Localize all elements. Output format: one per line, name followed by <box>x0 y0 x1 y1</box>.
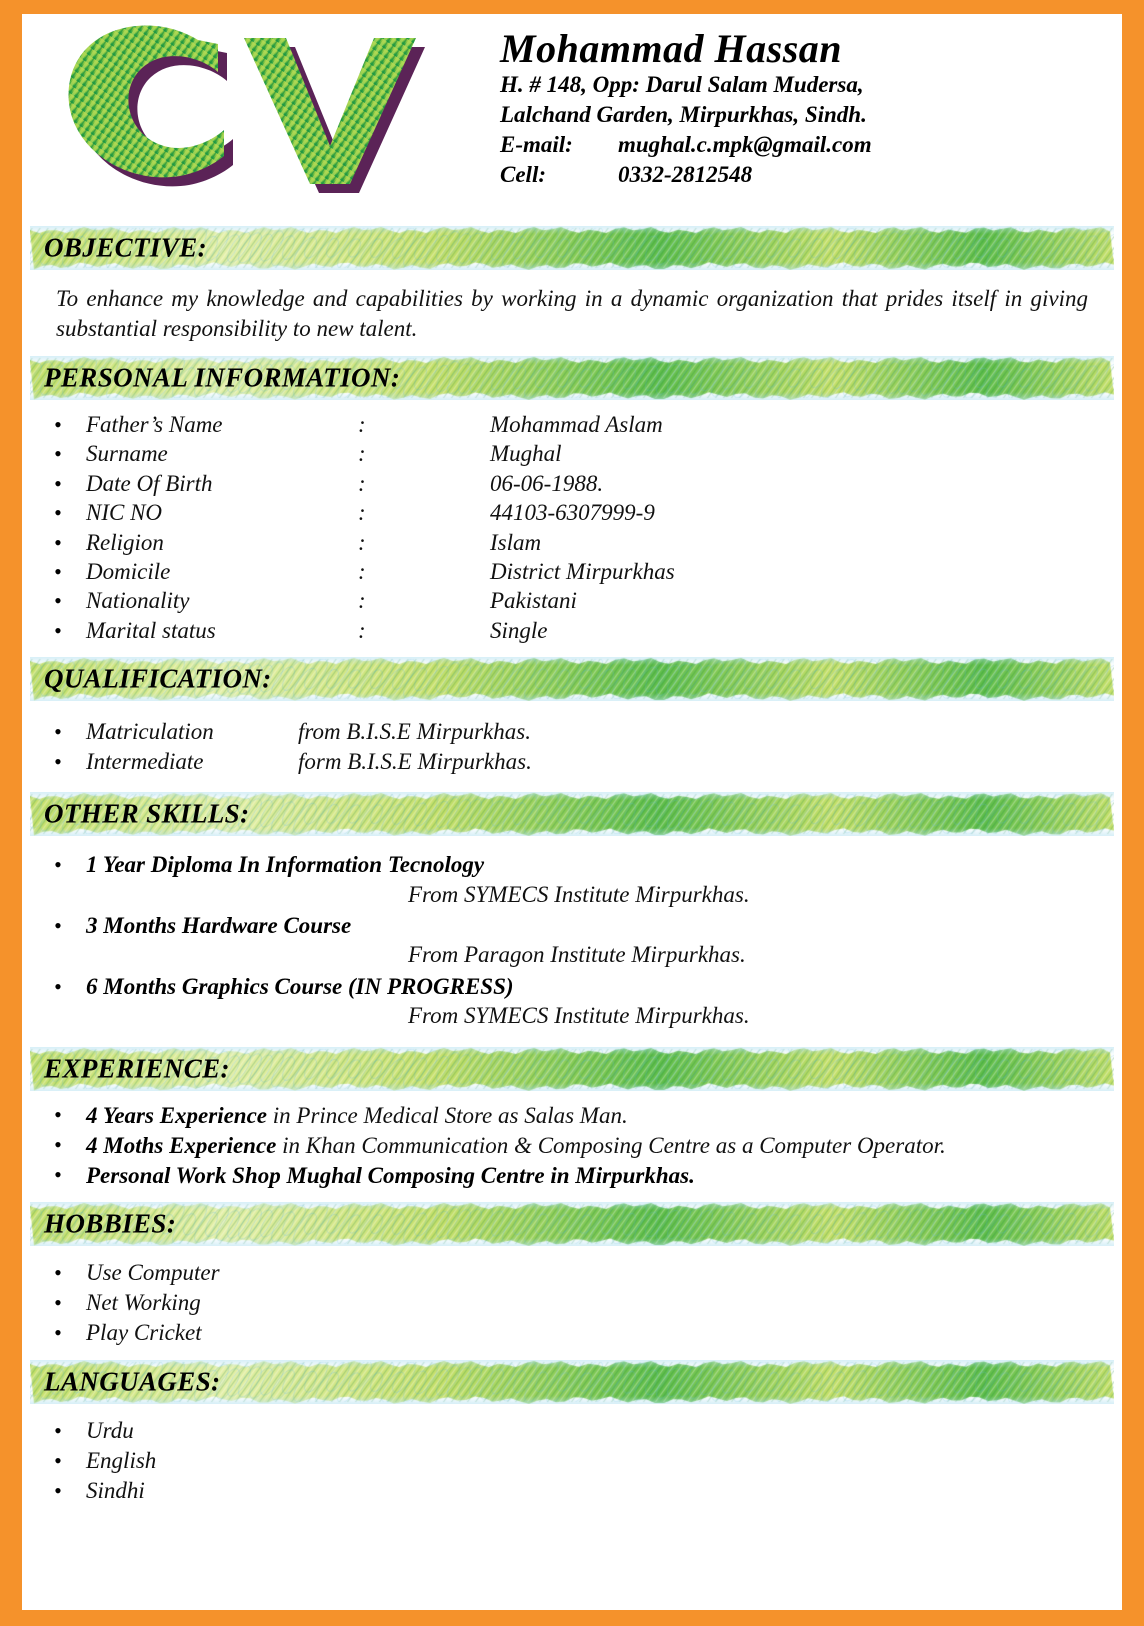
experience-detail: Personal Work Shop Mughal Composing Centre in Mirpurkhas. <box>86 1162 695 1188</box>
section-body-other-skills <box>30 836 1114 1041</box>
section-band-personal-information <box>30 356 1114 400</box>
page-border-top <box>0 0 1144 14</box>
list-item <box>30 747 1114 776</box>
table-row <box>30 528 1114 557</box>
list-item <box>30 850 1114 909</box>
info-separator: : <box>358 441 366 467</box>
cell-value: 0332-2812548 <box>618 161 753 187</box>
language-item: Urdu <box>86 1418 134 1444</box>
info-label: Religion <box>86 529 164 555</box>
bullet-icon: • <box>54 617 62 643</box>
bullet-icon: • <box>54 1448 62 1474</box>
bullet-icon: • <box>54 1131 62 1157</box>
section-body-qualification <box>30 701 1114 786</box>
section-body-hobbies <box>30 1246 1114 1354</box>
info-label: Domicile <box>86 558 171 584</box>
language-item: English <box>86 1448 157 1474</box>
section-band-experience <box>30 1047 1114 1091</box>
bullet-icon: • <box>54 1477 62 1503</box>
skill-institute: From SYMECS Institute Mirpurkhas. <box>408 1003 750 1029</box>
bullet-icon: • <box>54 411 62 437</box>
section-band-languages <box>30 1360 1114 1404</box>
list-item <box>30 911 1114 970</box>
skill-institute: From Paragon Institute Mirpurkhas. <box>408 942 746 968</box>
list-item <box>30 1101 1114 1131</box>
bullet-icon: • <box>54 748 62 774</box>
experience-detail: in Khan Communication & Composing Centre as a Computer Operator. <box>276 1132 946 1158</box>
cv-logo-icon <box>48 18 448 208</box>
table-row <box>30 616 1114 645</box>
info-value: Mohammad Aslam <box>490 411 663 437</box>
bullet-icon: • <box>54 1290 62 1316</box>
list-item <box>30 1446 1114 1476</box>
list-item <box>30 1131 1114 1161</box>
list-item <box>30 717 1114 746</box>
info-value: 44103-6307999-9 <box>490 500 655 526</box>
bullet-icon: • <box>54 1161 62 1187</box>
info-separator: : <box>358 529 366 555</box>
section-band-hobbies <box>30 1202 1114 1246</box>
address-line-1: H. # 148, Opp: Darul Salam Mudersa, <box>500 72 864 97</box>
section-body-personal-information <box>30 400 1114 646</box>
info-value: 06-06-1988. <box>490 470 604 496</box>
list-item <box>30 1258 1114 1288</box>
page-border-left <box>0 0 22 1626</box>
info-value: District Mirpurkhas <box>490 558 675 584</box>
header-contact-block <box>500 28 1100 190</box>
experience-detail: in Prince Medical Store as Salas Man. <box>267 1102 628 1128</box>
section-heading-qualification: QUALIFICATION: <box>44 663 272 694</box>
info-label: Nationality <box>86 588 190 614</box>
info-label: Father’s Name <box>86 411 223 437</box>
hobby-item: Use Computer <box>86 1260 220 1286</box>
bullet-icon: • <box>54 1418 62 1444</box>
info-separator: : <box>358 411 366 437</box>
skill-title: 3 Months Hardware Course <box>86 913 352 939</box>
table-row <box>30 469 1114 498</box>
info-separator: : <box>358 588 366 614</box>
band-texture <box>30 1202 1114 1246</box>
section-heading-hobbies: HOBBIES: <box>44 1208 177 1239</box>
qualification-degree: Intermediate <box>86 748 204 774</box>
info-separator: : <box>358 470 366 496</box>
table-row <box>30 410 1114 439</box>
bullet-icon: • <box>54 529 62 555</box>
skill-title: 6 Months Graphics Course (IN PROGRESS) <box>86 973 514 999</box>
bullet-icon: • <box>54 1260 62 1286</box>
section-heading-other-skills: OTHER SKILLS: <box>44 798 250 829</box>
info-label: Marital status <box>86 617 216 643</box>
candidate-name: Mohammad Hassan <box>500 26 843 71</box>
email-label: E-mail: <box>500 131 573 157</box>
bullet-icon: • <box>54 588 62 614</box>
section-body-languages <box>30 1404 1114 1512</box>
section-heading-objective: OBJECTIVE: <box>44 232 208 263</box>
bullet-icon: • <box>54 558 62 584</box>
bullet-icon: • <box>54 1101 62 1127</box>
info-label: Date Of Birth <box>86 470 213 496</box>
section-band-qualification <box>30 657 1114 701</box>
bullet-icon: • <box>54 913 62 939</box>
list-item <box>30 972 1114 1031</box>
section-heading-experience: EXPERIENCE: <box>44 1053 230 1084</box>
table-row <box>30 557 1114 586</box>
bullet-icon: • <box>54 441 62 467</box>
info-separator: : <box>358 500 366 526</box>
cv-content <box>22 14 1122 1610</box>
cv-header <box>30 14 1114 226</box>
info-value: Single <box>490 617 548 643</box>
table-row <box>30 498 1114 527</box>
cell-label: Cell: <box>500 161 546 187</box>
address-line-2: Lalchand Garden, Mirpurkhas, Sindh. <box>500 101 867 127</box>
section-heading-languages: LANGUAGES: <box>44 1366 221 1397</box>
info-value: Pakistani <box>490 588 577 614</box>
experience-duration: 4 Years Experience <box>86 1102 268 1128</box>
hobby-item: Play Cricket <box>86 1320 202 1346</box>
hobby-item: Net Working <box>86 1290 201 1316</box>
email-row <box>500 130 1100 160</box>
qualification-institute: from B.I.S.E Mirpurkhas. <box>298 719 531 745</box>
info-value: Mughal <box>490 441 562 467</box>
section-band-objective <box>30 226 1114 270</box>
page-border-bottom <box>0 1610 1144 1626</box>
bullet-icon: • <box>54 719 62 745</box>
info-label: Surname <box>86 441 168 467</box>
table-row <box>30 586 1114 615</box>
list-item <box>30 1318 1114 1348</box>
info-separator: : <box>358 558 366 584</box>
list-item <box>30 1288 1114 1318</box>
bullet-icon: • <box>54 973 62 999</box>
bullet-icon: • <box>54 1320 62 1346</box>
skill-title: 1 Year Diploma In Information Tecnology <box>86 852 485 878</box>
language-item: Sindhi <box>86 1477 145 1503</box>
page-border-right <box>1122 0 1144 1626</box>
cell-row <box>500 160 1100 190</box>
section-band-other-skills <box>30 792 1114 836</box>
section-body-experience <box>30 1091 1114 1197</box>
bullet-icon: • <box>54 852 62 878</box>
list-item <box>30 1161 1114 1191</box>
experience-duration: 4 Moths Experience <box>86 1132 277 1158</box>
table-row <box>30 439 1114 468</box>
email-value: mughal.c.mpk@gmail.com <box>618 131 872 157</box>
info-value: Islam <box>490 529 542 555</box>
section-heading-personal-information: PERSONAL INFORMATION: <box>44 362 401 393</box>
list-item <box>30 1416 1114 1446</box>
skill-institute: From SYMECS Institute Mirpurkhas. <box>408 881 750 907</box>
qualification-institute: form B.I.S.E Mirpurkhas. <box>298 748 532 774</box>
objective-paragraph: To enhance my knowledge and capabilities by working in a dynamic organization that prides itself in giving substantial responsibility to new talent. <box>56 286 1088 341</box>
bullet-icon: • <box>54 500 62 526</box>
info-label: NIC NO <box>86 500 163 526</box>
list-item <box>30 1476 1114 1506</box>
info-separator: : <box>358 617 366 643</box>
qualification-degree: Matriculation <box>86 719 214 745</box>
bullet-icon: • <box>54 470 62 496</box>
section-body-objective <box>30 270 1114 344</box>
